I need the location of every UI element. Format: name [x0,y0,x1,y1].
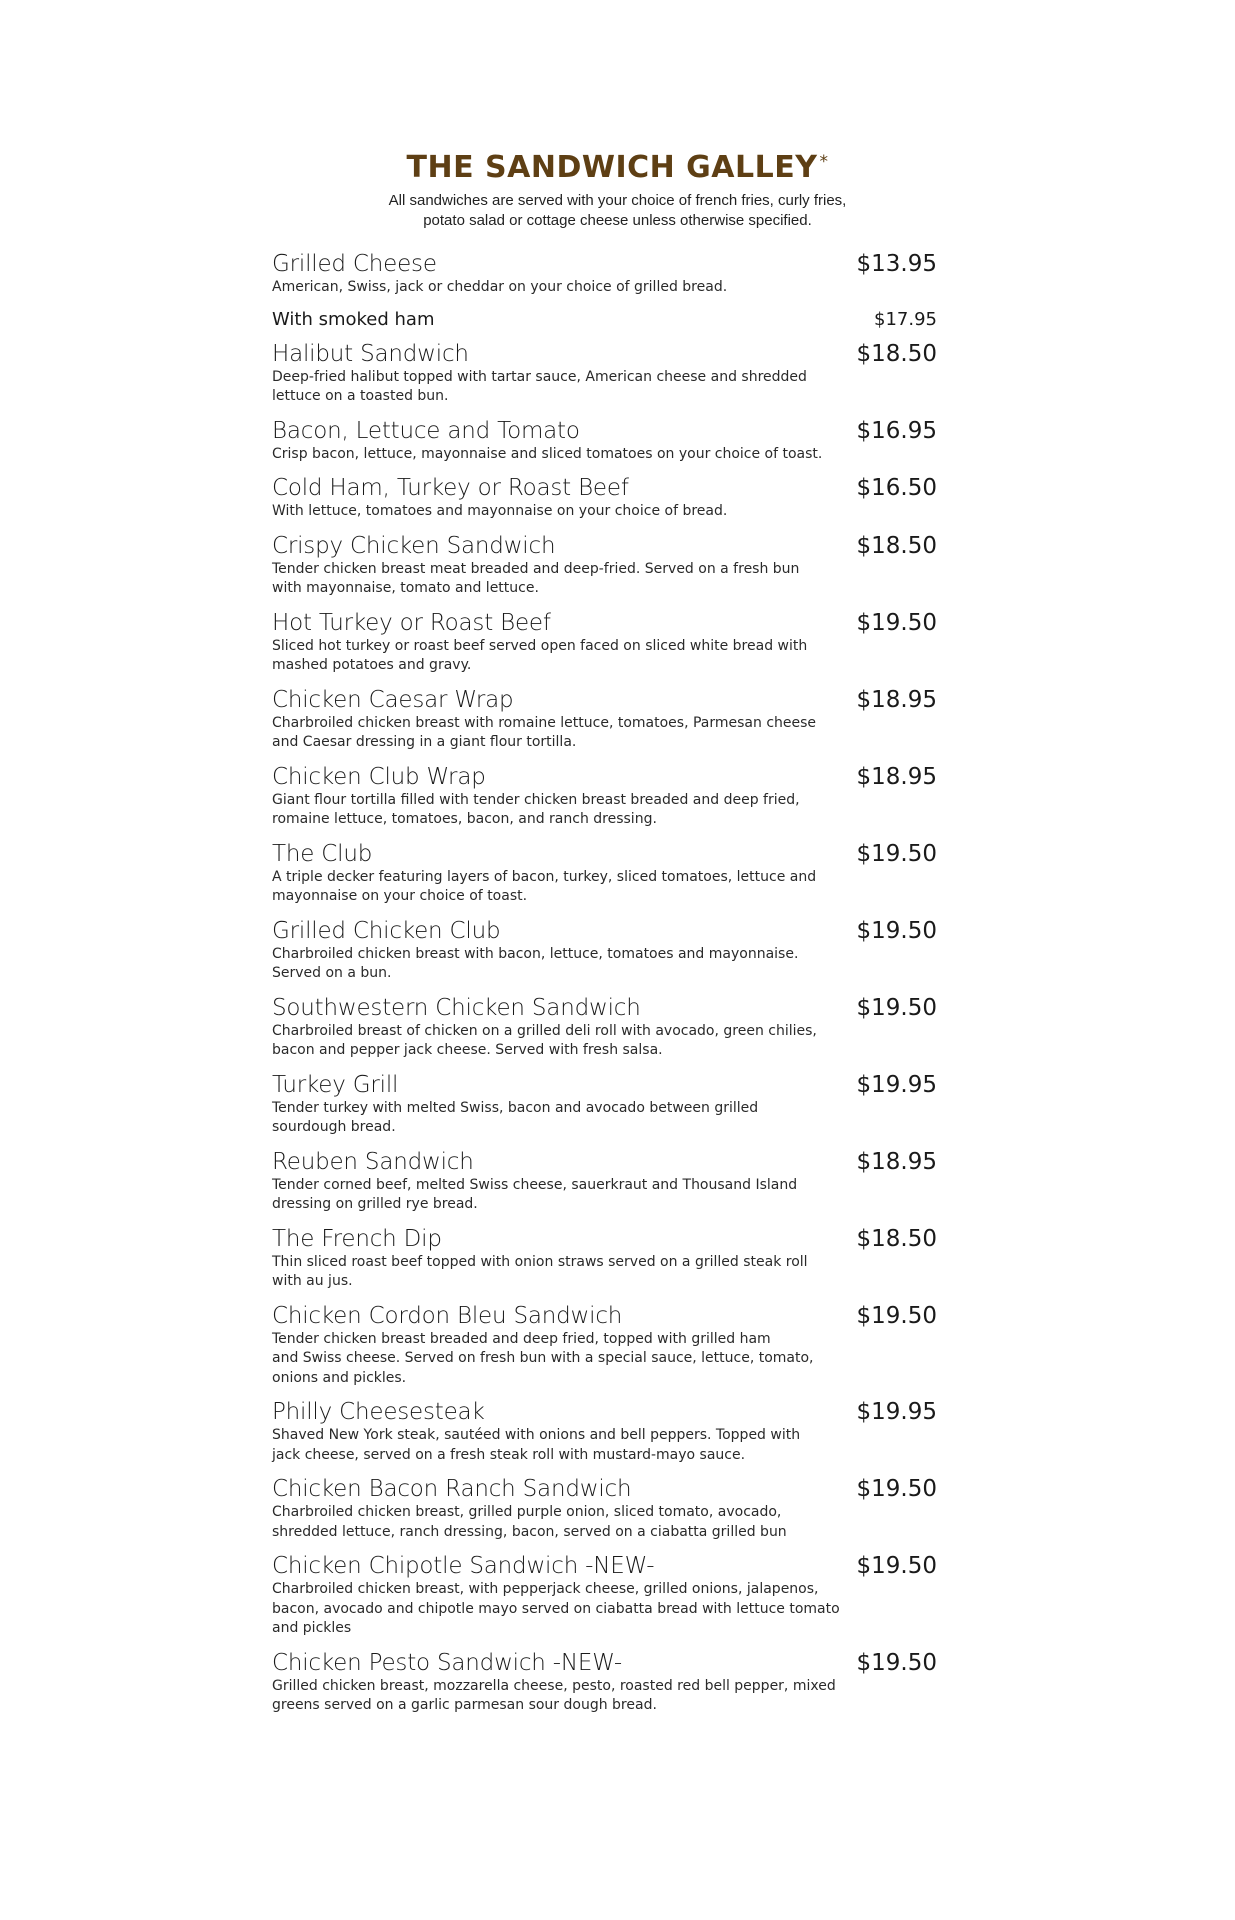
menu-item [272,1649,942,1716]
menu-item [272,417,942,465]
menu-item-description [272,278,867,298]
menu-item-description-line: with au jus. [272,1273,353,1289]
menu-item-name: Chicken Bacon Ranch Sandwich [272,1476,632,1502]
menu-item-description [272,1253,867,1292]
menu-item-price: $19.50 [856,840,937,867]
menu-item-description-line: A triple decker featuring layers of bacon, turkey, sliced tomatoes, lettuce and [272,868,817,885]
menu-item-description-line: onions and pickles. [272,1369,407,1386]
menu-item-description-line: with mayonnaise, tomato and lettuce. [272,580,539,596]
menu-item [272,686,942,753]
menu-item-name: Reuben Sandwich [272,1148,474,1175]
menu-item-description-line: lettuce on a toasted bun. [272,388,449,404]
subtitle-line: potato salad or cottage cheese unless otherwise specified. [423,212,812,229]
menu-item-name: Turkey Grill [272,1071,399,1098]
menu-item-description [272,868,867,907]
menu-item-name: Philly Cheesesteak [272,1399,485,1425]
menu-item [272,1225,942,1292]
menu-item-description-line: Charbroiled chicken breast, grilled purple onion, sliced tomato, avocado, [272,1504,782,1520]
menu-item-price: $19.95 [856,1399,937,1425]
menu-item-description-line: greens served on a garlic parmesan sour dough bread. [272,1697,657,1713]
menu-item-name: Bacon, Lettuce and Tomato [272,417,580,444]
menu-sub-item-name: With smoked ham [272,308,435,330]
menu-item [272,1148,942,1215]
menu-item-price: $16.50 [856,475,937,501]
menu-item-description-line: sourdough bread. [272,1119,396,1135]
menu-sub-item-price: $17.95 [874,308,937,330]
menu-item-description-line: Sliced hot turkey or roast beef served open faced on sliced white bread with [272,637,808,654]
menu-item-name: Chicken Chipotle Sandwich -NEW- [272,1553,655,1579]
menu-item-description [272,637,867,676]
menu-item-description-line: Tender chicken breast meat breaded and deep-fried. Served on a fresh bun [272,560,800,577]
menu-item [272,250,942,298]
menu-list [272,250,942,1726]
menu-item-description [272,560,867,599]
menu-item-description-line: Charbroiled chicken breast with romaine lettuce, tomatoes, Parmesan cheese [272,714,817,731]
menu-item-description-line: shredded lettuce, ranch dressing, bacon, served on a ciabatta grilled bun [272,1523,787,1540]
menu-item-price: $19.50 [856,994,937,1021]
menu-item-description [272,791,867,830]
menu-item-description [272,945,867,984]
menu-item-price: $18.50 [856,1225,937,1252]
menu-item [272,1475,942,1542]
menu-item-description-line: Served on a bun. [272,965,392,981]
menu-item-description [272,368,867,407]
menu-header [0,150,1235,231]
menu-item-description [272,1580,867,1639]
menu-item-price: $19.50 [856,609,937,636]
section-subtitle [358,191,878,231]
menu-item [272,1071,942,1138]
menu-item-price: $19.95 [856,1071,937,1098]
menu-item-description [272,1022,867,1061]
menu-item-name: Crispy Chicken Sandwich [272,532,556,559]
menu-item-name: Grilled Cheese [272,251,437,277]
menu-item-description-line: mayonnaise on your choice of toast. [272,888,528,904]
menu-item-description-line: Charbroiled chicken breast, with pepperjack cheese, grilled onions, jalapenos, [272,1581,819,1597]
menu-item-description [272,1503,867,1542]
menu-item [272,1302,942,1389]
menu-item-name: Chicken Club Wrap [272,763,486,790]
menu-item-description-line: and Caesar dressing in a giant flour tortilla. [272,734,577,750]
menu-item-description [272,1176,867,1215]
menu-item-price: $18.50 [856,532,937,559]
menu-item-description [272,502,867,522]
section-title-text: THE SANDWICH GALLEY [406,150,818,185]
menu-item [272,532,942,599]
menu-item-description-line: bacon and pepper jack cheese. Served with fresh salsa. [272,1042,663,1058]
menu-item-description [272,1677,867,1716]
menu-item-name: The Club [272,840,373,867]
menu-sub-item [272,308,942,332]
menu-item-description-line: Tender turkey with melted Swiss, bacon and avocado between grilled [272,1099,759,1116]
menu-item [272,340,942,407]
menu-item-description-line: romaine lettuce, tomatoes, bacon, and ranch dressing. [272,811,657,827]
menu-item-description [272,445,867,465]
menu-item-description-line: Thin sliced roast beef topped with onion straws served on a grilled steak roll [272,1253,808,1270]
menu-item-description-line: mashed potatoes and gravy. [272,657,472,673]
menu-item-description-line: Grilled chicken breast, mozzarella cheese, pesto, roasted red bell pepper, mixed [272,1677,836,1694]
menu-item-description-line: dressing on grilled rye bread. [272,1196,478,1212]
menu-item-description-line: Charbroiled chicken breast with bacon, lettuce, tomatoes and mayonnaise. [272,945,799,962]
menu-item [272,1398,942,1465]
menu-item-price: $18.50 [856,340,937,367]
menu-item-description-line: Tender corned beef, melted Swiss cheese, sauerkraut and Thousand Island [272,1176,798,1193]
menu-item-name: Chicken Caesar Wrap [272,686,514,713]
menu-item-name: Grilled Chicken Club [272,917,501,944]
menu-item-name: Southwestern Chicken Sandwich [272,994,641,1021]
menu-item-description-line: American, Swiss, jack or cheddar on your choice of grilled bread. [272,279,728,295]
menu-item-name: Chicken Cordon Bleu Sandwich [272,1302,623,1329]
menu-item-description-line: and pickles [272,1620,352,1636]
section-title [407,150,829,185]
menu-item-description [272,1099,867,1138]
menu-item-description [272,714,867,753]
menu-item-description-line: With lettuce, tomatoes and mayonnaise on your choice of bread. [272,503,728,519]
menu-item-name: The French Dip [272,1225,442,1252]
menu-item-description-line: bacon, avocado and chipotle mayo served on ciabatta bread with lettuce tomato [272,1600,840,1617]
menu-item-description-line: Giant flour tortilla filled with tender chicken breast breaded and deep fried, [272,791,800,808]
menu-item-price: $19.50 [856,1302,937,1329]
menu-item [272,474,942,522]
menu-item-price: $19.50 [856,917,937,944]
menu-item-price: $13.95 [856,251,937,277]
subtitle-line: All sandwiches are served with your choice of french fries, curly fries, [388,192,847,209]
title-footnote-mark: * [819,152,829,172]
menu-item [272,763,942,830]
menu-item-price: $18.95 [856,1148,937,1175]
menu-item-description-line: Deep-fried halibut topped with tartar sauce, American cheese and shredded [272,368,807,385]
menu-item-name: Cold Ham, Turkey or Roast Beef [272,475,629,501]
menu-item-price: $18.95 [856,686,937,713]
menu-item [272,609,942,676]
menu-item-name: Halibut Sandwich [272,340,469,367]
menu-item-description [272,1426,867,1465]
menu-item-description-line: Charbroiled breast of chicken on a grilled deli roll with avocado, green chilies, [272,1022,817,1039]
menu-item-price: $19.50 [856,1553,937,1579]
menu-item-name: Hot Turkey or Roast Beef [272,609,551,636]
menu-item-name: Chicken Pesto Sandwich -NEW- [272,1649,622,1676]
menu-item [272,994,942,1061]
menu-item-description-line: Shaved New York steak, sautéed with onions and bell peppers. Topped with [272,1427,801,1443]
menu-item-price: $19.50 [856,1476,937,1502]
menu-item-description-line: Tender chicken breast breaded and deep fried, topped with grilled ham [272,1330,771,1347]
menu-item [272,917,942,984]
menu-item-description-line: Crisp bacon, lettuce, mayonnaise and sliced tomatoes on your choice of toast. [272,445,823,462]
menu-item-description [272,1330,867,1389]
menu-item [272,840,942,907]
menu-item [272,1552,942,1639]
menu-item-description-line: jack cheese, served on a fresh steak roll with mustard-mayo sauce. [272,1446,746,1463]
menu-item-price: $16.95 [856,417,937,444]
menu-item-price: $19.50 [856,1649,937,1676]
menu-item-description-line: and Swiss cheese. Served on fresh bun with a special sauce, lettuce, tomato, [272,1350,814,1366]
menu-item-price: $18.95 [856,763,937,790]
